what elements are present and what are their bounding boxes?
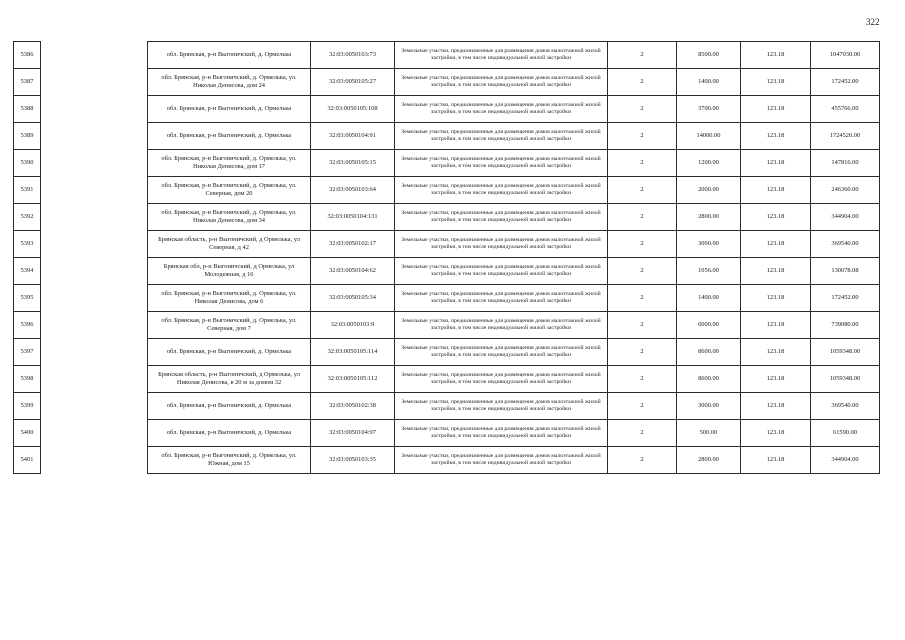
row-number-cell: 5396 [14, 312, 41, 339]
cadastral-number-cell: 32:03:0050104:97 [311, 420, 395, 447]
land-use-purpose-cell: Земельные участки, предназначенные для размещения домов малоэтажной жилой застройки, в том числе индивидуальной жилой застройки [395, 177, 608, 204]
land-use-purpose-cell: Земельные участки, предназначенные для размещения домов малоэтажной жилой застройки, в том числе индивидуальной жилой застройки [395, 258, 608, 285]
cadastral-number-cell: 32:03:0050105:112 [311, 366, 395, 393]
group-number-cell: 2 [608, 420, 677, 447]
specific-value-cell: 123.18 [741, 447, 811, 474]
spacer-cell [41, 177, 148, 204]
spacer-cell [41, 339, 148, 366]
address-cell: обл. Брянская, р-н Выгоничский, д. Ормелька [148, 96, 311, 123]
area-cell: 2800.00 [677, 204, 741, 231]
group-number-cell: 2 [608, 96, 677, 123]
cadastral-number-cell: 32:03:0050104:131 [311, 204, 395, 231]
area-cell: 2000.00 [677, 177, 741, 204]
row-number-cell: 5389 [14, 123, 41, 150]
table-row [14, 339, 880, 366]
address-cell: Брянская обл, р-н Выгоничский, д Ормелька, ул Молодежная, д 16 [148, 258, 311, 285]
table-row [14, 312, 880, 339]
cadastral-value-cell: 344904.00 [811, 204, 880, 231]
cadastral-number-cell: 32:03:0050105:114 [311, 339, 395, 366]
spacer-cell [41, 96, 148, 123]
cadastral-number-cell: 32:03:0050105:15 [311, 150, 395, 177]
group-number-cell: 2 [608, 447, 677, 474]
area-cell: 3000.00 [677, 393, 741, 420]
address-cell: обл. Брянская, р-н Выгоничский, д. Ормелька [148, 42, 311, 69]
area-cell: 1400.00 [677, 69, 741, 96]
table-row [14, 123, 880, 150]
cadastral-value-cell: 246360.00 [811, 177, 880, 204]
spacer-cell [41, 285, 148, 312]
address-cell: обл. Брянская, р-н Выгоничский, д. Ормелька, ул. Николая Денисова, дом 6 [148, 285, 311, 312]
group-number-cell: 2 [608, 258, 677, 285]
row-number-cell: 5388 [14, 96, 41, 123]
specific-value-cell: 123.18 [741, 312, 811, 339]
land-use-purpose-cell: Земельные участки, предназначенные для размещения домов малоэтажной жилой застройки, в том числе индивидуальной жилой застройки [395, 366, 608, 393]
spacer-cell [41, 150, 148, 177]
cadastral-number-cell: 32:03:0050103:64 [311, 177, 395, 204]
area-cell: 2800.00 [677, 447, 741, 474]
address-cell: Брянская область, р-н Выгоничский, д Ормелька, ул Николая Денисова, в 20 м за домом 32 [148, 366, 311, 393]
land-use-purpose-cell: Земельные участки, предназначенные для размещения домов малоэтажной жилой застройки, в том числе индивидуальной жилой застройки [395, 312, 608, 339]
spacer-cell [41, 258, 148, 285]
land-use-purpose-cell: Земельные участки, предназначенные для размещения домов малоэтажной жилой застройки, в том числе индивидуальной жилой застройки [395, 420, 608, 447]
specific-value-cell: 123.18 [741, 69, 811, 96]
table-row [14, 420, 880, 447]
spacer-cell [41, 69, 148, 96]
row-number-cell: 5391 [14, 177, 41, 204]
area-cell: 1200.00 [677, 150, 741, 177]
group-number-cell: 2 [608, 231, 677, 258]
page-number: 322 [866, 17, 880, 27]
specific-value-cell: 123.18 [741, 123, 811, 150]
group-number-cell: 2 [608, 393, 677, 420]
spacer-cell [41, 231, 148, 258]
cadastral-value-cell: 1059348.00 [811, 339, 880, 366]
group-number-cell: 2 [608, 366, 677, 393]
specific-value-cell: 123.18 [741, 366, 811, 393]
row-number-cell: 5400 [14, 420, 41, 447]
land-use-purpose-cell: Земельные участки, предназначенные для размещения домов малоэтажной жилой застройки, в том числе индивидуальной жилой застройки [395, 123, 608, 150]
row-number-cell: 5390 [14, 150, 41, 177]
land-use-purpose-cell: Земельные участки, предназначенные для размещения домов малоэтажной жилой застройки, в том числе индивидуальной жилой застройки [395, 96, 608, 123]
table-row [14, 204, 880, 231]
cadastral-number-cell: 32:03:0050103:35 [311, 447, 395, 474]
cadastral-value-cell: 172452.00 [811, 69, 880, 96]
specific-value-cell: 123.18 [741, 96, 811, 123]
land-use-purpose-cell: Земельные участки, предназначенные для размещения домов малоэтажной жилой застройки, в том числе индивидуальной жилой застройки [395, 150, 608, 177]
specific-value-cell: 123.18 [741, 204, 811, 231]
address-cell: обл. Брянская, р-н Выгоничский, д. Ормелька, ул. Северная, дом 20 [148, 177, 311, 204]
cadastral-value-cell: 130078.08 [811, 258, 880, 285]
group-number-cell: 2 [608, 150, 677, 177]
cadastral-number-cell: 32:03:0050105:108 [311, 96, 395, 123]
spacer-cell [41, 366, 148, 393]
address-cell: обл. Брянская, р-н Выгоничский, д. Ормелька [148, 393, 311, 420]
land-use-purpose-cell: Земельные участки, предназначенные для размещения домов малоэтажной жилой застройки, в том числе индивидуальной жилой застройки [395, 69, 608, 96]
cadastral-value-cell: 1047030.00 [811, 42, 880, 69]
address-cell: обл. Брянская, р-н Выгоничский, д. Ормелька, ул. Северная, дом 7 [148, 312, 311, 339]
cadastral-number-cell: 32:03:0050102:38 [311, 393, 395, 420]
address-cell: обл. Брянская, р-н Выгоничский, д. Ормелька [148, 123, 311, 150]
spacer-cell [41, 204, 148, 231]
row-number-cell: 5387 [14, 69, 41, 96]
cadastral-value-cell: 172452.00 [811, 285, 880, 312]
area-cell: 500.00 [677, 420, 741, 447]
area-cell: 1056.00 [677, 258, 741, 285]
group-number-cell: 2 [608, 69, 677, 96]
group-number-cell: 2 [608, 42, 677, 69]
table-row [14, 177, 880, 204]
specific-value-cell: 123.18 [741, 339, 811, 366]
table-row [14, 393, 880, 420]
table-row [14, 366, 880, 393]
table-row [14, 42, 880, 69]
specific-value-cell: 123.18 [741, 150, 811, 177]
address-cell: обл. Брянская, р-н Выгоничский, д. Ормелька, ул. Николая Денисова, дом 34 [148, 204, 311, 231]
table-row [14, 285, 880, 312]
land-registry-table [13, 41, 880, 474]
land-use-purpose-cell: Земельные участки, предназначенные для размещения домов малоэтажной жилой застройки, в том числе индивидуальной жилой застройки [395, 204, 608, 231]
address-cell: обл. Брянская, р-н Выгоничский, д. Ормелька, ул. Южная, дом 15 [148, 447, 311, 474]
land-use-purpose-cell: Земельные участки, предназначенные для размещения домов малоэтажной жилой застройки, в том числе индивидуальной жилой застройки [395, 285, 608, 312]
specific-value-cell: 123.18 [741, 258, 811, 285]
cadastral-value-cell: 1059348.00 [811, 366, 880, 393]
table-row [14, 258, 880, 285]
cadastral-number-cell: 32:03:0050102:17 [311, 231, 395, 258]
row-number-cell: 5393 [14, 231, 41, 258]
spacer-cell [41, 447, 148, 474]
land-use-purpose-cell: Земельные участки, предназначенные для размещения домов малоэтажной жилой застройки, в том числе индивидуальной жилой застройки [395, 231, 608, 258]
group-number-cell: 2 [608, 177, 677, 204]
specific-value-cell: 123.18 [741, 231, 811, 258]
cadastral-number-cell: 32:03:0050104:62 [311, 258, 395, 285]
land-use-purpose-cell: Земельные участки, предназначенные для размещения домов малоэтажной жилой застройки, в том числе индивидуальной жилой застройки [395, 42, 608, 69]
address-cell: обл. Брянская, р-н Выгоничский, д. Ормелька [148, 339, 311, 366]
spacer-cell [41, 312, 148, 339]
land-use-purpose-cell: Земельные участки, предназначенные для размещения домов малоэтажной жилой застройки, в том числе индивидуальной жилой застройки [395, 339, 608, 366]
address-cell: обл. Брянская, р-н Выгоничский, д. Ормелька, ул. Николая Денисова, дом 24 [148, 69, 311, 96]
area-cell: 8600.00 [677, 339, 741, 366]
land-use-purpose-cell: Земельные участки, предназначенные для размещения домов малоэтажной жилой застройки, в том числе индивидуальной жилой застройки [395, 447, 608, 474]
land-use-purpose-cell: Земельные участки, предназначенные для размещения домов малоэтажной жилой застройки, в том числе индивидуальной жилой застройки [395, 393, 608, 420]
address-cell: Брянская область, р-н Выгоничский, д Ормелька, ул Северная, д 42 [148, 231, 311, 258]
table-row [14, 69, 880, 96]
cadastral-value-cell: 147816.00 [811, 150, 880, 177]
address-cell: обл. Брянская, р-н Выгоничский, д. Ормелька [148, 420, 311, 447]
row-number-cell: 5401 [14, 447, 41, 474]
table-row [14, 231, 880, 258]
area-cell: 8600.00 [677, 366, 741, 393]
specific-value-cell: 123.18 [741, 285, 811, 312]
cadastral-number-cell: 32:03:0050103:73 [311, 42, 395, 69]
cadastral-number-cell: 32:03:0050103:9 [311, 312, 395, 339]
cadastral-number-cell: 32:03:0050104:91 [311, 123, 395, 150]
table-row [14, 150, 880, 177]
specific-value-cell: 123.18 [741, 177, 811, 204]
specific-value-cell: 123.18 [741, 420, 811, 447]
cadastral-value-cell: 369540.00 [811, 231, 880, 258]
row-number-cell: 5386 [14, 42, 41, 69]
table-body [14, 42, 880, 474]
area-cell: 14000.00 [677, 123, 741, 150]
row-number-cell: 5398 [14, 366, 41, 393]
group-number-cell: 2 [608, 339, 677, 366]
cadastral-number-cell: 32:03:0050105:27 [311, 69, 395, 96]
area-cell: 3700.00 [677, 96, 741, 123]
group-number-cell: 2 [608, 123, 677, 150]
group-number-cell: 2 [608, 312, 677, 339]
cadastral-value-cell: 61590.00 [811, 420, 880, 447]
cadastral-value-cell: 739080.00 [811, 312, 880, 339]
spacer-cell [41, 393, 148, 420]
group-number-cell: 2 [608, 285, 677, 312]
row-number-cell: 5397 [14, 339, 41, 366]
group-number-cell: 2 [608, 204, 677, 231]
table-row [14, 96, 880, 123]
area-cell: 1400.00 [677, 285, 741, 312]
table-row [14, 447, 880, 474]
spacer-cell [41, 420, 148, 447]
address-cell: обл. Брянская, р-н Выгоничский, д. Ормелька, ул. Николая Денисова, дом 17 [148, 150, 311, 177]
area-cell: 3000.00 [677, 231, 741, 258]
cadastral-value-cell: 369540.00 [811, 393, 880, 420]
cadastral-value-cell: 344904.00 [811, 447, 880, 474]
cadastral-value-cell: 455766.00 [811, 96, 880, 123]
spacer-cell [41, 123, 148, 150]
specific-value-cell: 123.18 [741, 42, 811, 69]
area-cell: 8500.00 [677, 42, 741, 69]
cadastral-number-cell: 32:03:0050105:34 [311, 285, 395, 312]
row-number-cell: 5392 [14, 204, 41, 231]
row-number-cell: 5395 [14, 285, 41, 312]
cadastral-value-cell: 1724520.00 [811, 123, 880, 150]
area-cell: 6000.00 [677, 312, 741, 339]
specific-value-cell: 123.18 [741, 393, 811, 420]
row-number-cell: 5394 [14, 258, 41, 285]
spacer-cell [41, 42, 148, 69]
row-number-cell: 5399 [14, 393, 41, 420]
